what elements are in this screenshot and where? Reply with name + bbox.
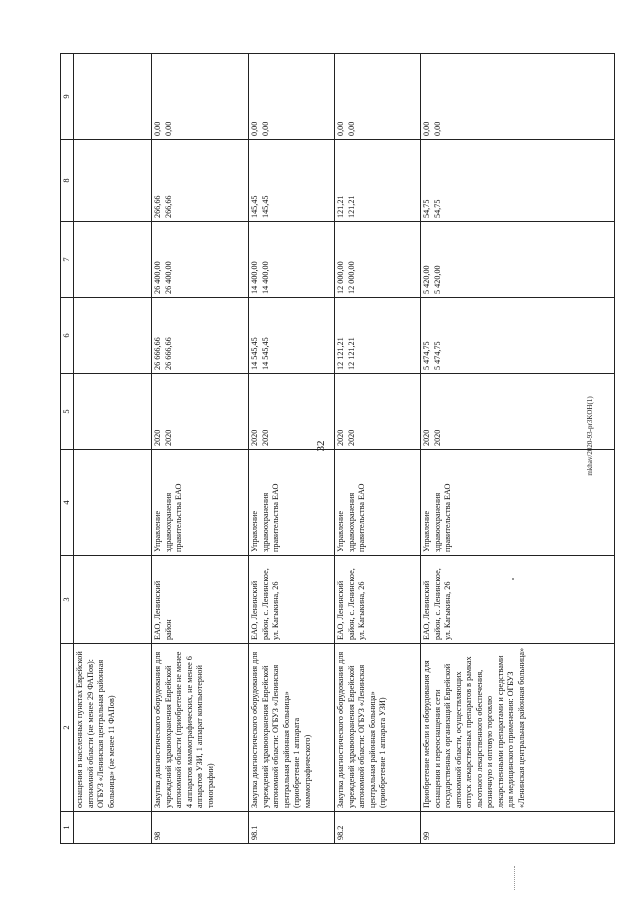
other-amount: 0,00 — [260, 121, 270, 136]
year: 2020 — [432, 429, 442, 446]
year: 2020 — [260, 429, 270, 446]
year: 2020 — [336, 429, 345, 446]
row-number: 98.1 — [249, 812, 335, 844]
table-row — [249, 54, 335, 844]
total-amount: 12 121,21 — [346, 337, 356, 370]
row-number — [74, 812, 152, 844]
year: 2020 — [153, 429, 162, 446]
other-amount: 0,00 — [336, 121, 345, 136]
regional-amount: 145,45 — [260, 195, 270, 218]
executor: Управление здравоохранения правительства ЕАО — [152, 450, 249, 556]
executor: Управление здравоохранения правительства ЕАО — [335, 450, 421, 556]
federal-amount: 5 420,00 — [432, 265, 442, 294]
table-row — [421, 54, 615, 844]
header-cell: 5 — [61, 374, 74, 450]
header-cell: 2 — [61, 644, 74, 812]
header-cell: 3 — [61, 556, 74, 644]
executor: Управление здравоохранения правительства ЕАО — [249, 450, 335, 556]
rotated-table-page — [60, 54, 608, 844]
measure-name: Закупка диагностического оборудования для учреждений здравоохранения Еврейской автономной области: ОГБУЗ «Ленинская центральная районная больница» (приобретение 1 аппарата УЗИ) — [335, 644, 421, 812]
header-cell: 7 — [61, 222, 74, 298]
row-number: 98.2 — [335, 812, 421, 844]
document-reference: mkhav/2020-93-pr3KOH(1) — [586, 396, 594, 476]
table-row — [74, 54, 152, 844]
header-cell: 4 — [61, 450, 74, 556]
federal-amount: 26 400,00 — [163, 261, 173, 294]
header-cell: 8 — [61, 140, 74, 222]
year: 2020 — [346, 429, 356, 446]
regional-amount: 54,75 — [432, 199, 442, 218]
measure-name: Приобретение мебели и оборудования для оснащения и переоснащения сети государственных организаций Еврейской автономной области, осуществляющих отпуск лекарственных препаратов в рамках льготного лекарственного обеспечения, розничную и оптовую торговлю лекарственными препаратами и средствами для медицинского применения: ОГБУЗ «Ленинская центральная районная больница» — [421, 644, 615, 812]
federal-amount: 14 400,00 — [250, 261, 259, 294]
table-header-row — [61, 54, 74, 844]
measure-name: оснащения в населенных пунктах Еврейской автономной области (не менее 29 ФАПов): ОГБУЗ «Ленинская центральная районная больница» (не менее 11 ФАПов) — [74, 644, 152, 812]
location — [74, 556, 152, 644]
federal-amount: 5 420,00 — [422, 265, 431, 294]
location: ЕАО, Ленинский район, с. Ленинское, ул. Кагыкина, 26 — [335, 556, 421, 644]
regional-amount: 121,21 — [346, 195, 356, 218]
executor: Управление здравоохранения правительства ЕАО — [421, 450, 615, 556]
other-amount: 0,00 — [422, 121, 431, 136]
other-amount: 0,00 — [153, 121, 162, 136]
regional-amount: 121,21 — [336, 195, 345, 218]
federal-amount: 12 000,00 — [336, 261, 345, 294]
total-amount: 5 474,75 — [422, 341, 431, 370]
scan-artifact — [514, 866, 516, 890]
table-row — [152, 54, 249, 844]
location: ЕАО, Ленинский район, с. Ленинское, ул. Кагыкина, 26 — [249, 556, 335, 644]
year: 2020 — [163, 429, 173, 446]
federal-amount: 12 000,00 — [346, 261, 356, 294]
page-number: 32 — [315, 440, 327, 452]
year: 2020 — [422, 429, 431, 446]
table-row — [335, 54, 421, 844]
total-amount: 14 545,45 — [260, 337, 270, 370]
regional-amount: 266,66 — [163, 195, 173, 218]
row-number: 99 — [421, 812, 615, 844]
total-amount: 26 666,66 — [163, 337, 173, 370]
total-amount: 12 121,21 — [336, 337, 345, 370]
measure-name: Закупка диагностического оборудования для учреждений здравоохранения Еврейской автономной области (приобретение не менее 4 аппаратов маммографических, не менее 6 аппаратов УЗИ, 1 аппарат компьютерной томографии) — [152, 644, 249, 812]
header-cell: 1 — [61, 812, 74, 844]
federal-amount: 26 400,00 — [153, 261, 162, 294]
program-table — [60, 53, 615, 844]
total-amount: 14 545,45 — [250, 337, 259, 370]
other-amount: 0,00 — [432, 121, 442, 136]
executor — [74, 450, 152, 556]
location: ЕАО, Ленинский район — [152, 556, 249, 644]
other-amount: 0,00 — [346, 121, 356, 136]
other-amount: 0,00 — [250, 121, 259, 136]
regional-amount: 266,66 — [153, 195, 162, 218]
other-amount: 0,00 — [163, 121, 173, 136]
location: ЕАО, Ленинский район, с. Ленинское, ул. Кагыкина, 26 — [421, 556, 615, 644]
measure-name: Закупка диагностического оборудования для учреждений здравоохранения Еврейской автономной области: ОГБУЗ «Ленинская центральная районная больница» (приобретение 1 аппарата маммографического) — [249, 644, 335, 812]
total-amount: 26 666,66 — [153, 337, 162, 370]
regional-amount: 145,45 — [250, 195, 259, 218]
year: 2020 — [250, 429, 259, 446]
header-cell: 6 — [61, 298, 74, 374]
header-cell: 9 — [61, 54, 74, 140]
federal-amount: 14 400,00 — [260, 261, 270, 294]
total-amount: 5 474,75 — [432, 341, 442, 370]
regional-amount: 54,75 — [422, 199, 431, 218]
row-number: 98 — [152, 812, 249, 844]
